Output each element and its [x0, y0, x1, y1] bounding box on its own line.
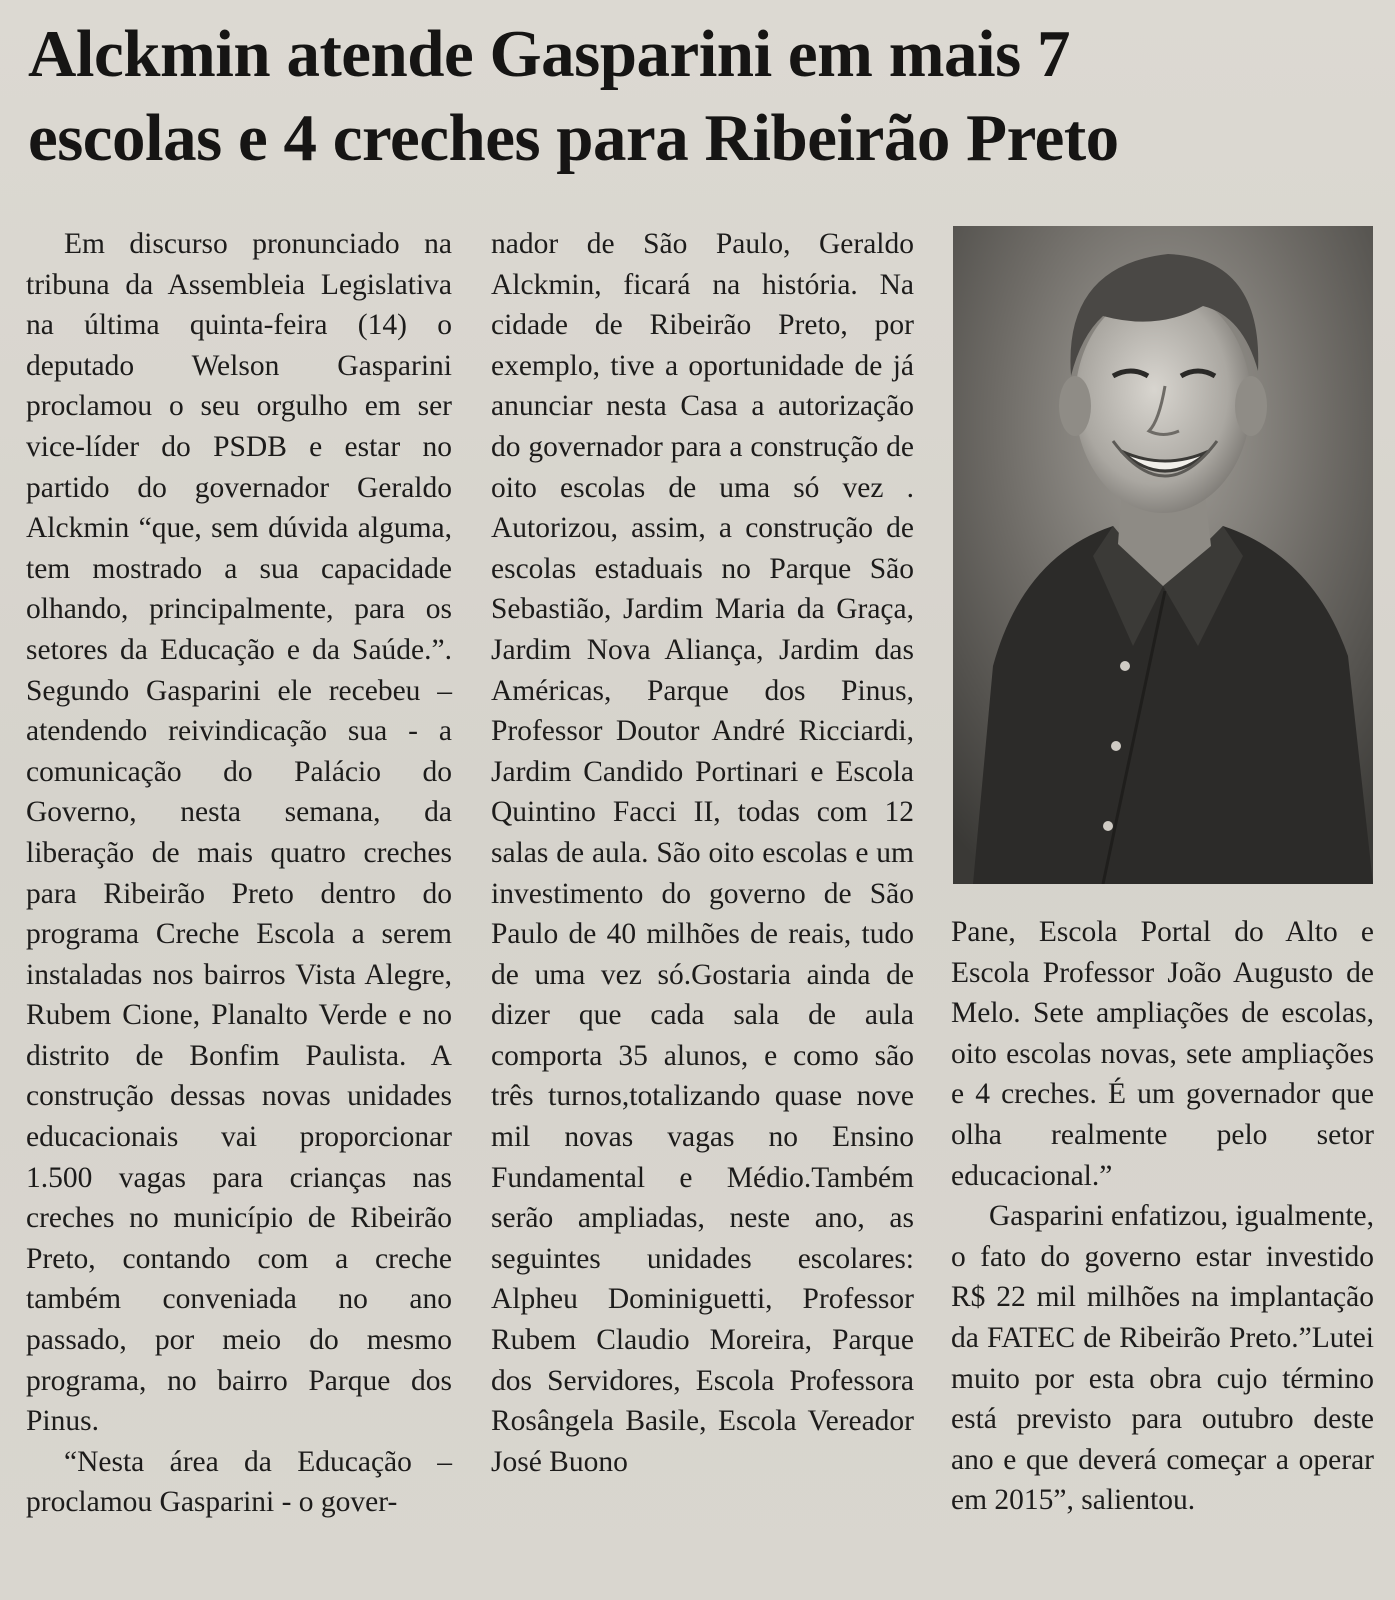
- paragraph: Pane, Escola Portal do Alto e Escola Professor João Augusto de Melo. Sete ampliações de escolas, oito escolas novas, sete ampliações e 4 creches. É um governador que olha realmente pelo setor educacional.”: [951, 916, 1374, 1192]
- portrait-illustration: [953, 226, 1373, 884]
- headline-line-1: Alckmin atende Gasparini em mais 7: [28, 17, 1070, 91]
- article-column-2: [491, 224, 914, 1482]
- paragraph: nador de São Paulo, Geraldo Alckmin, ficará na história. Na cidade de Ribeirão Preto, por exemplo, tive a oportunidade de já anunciar nesta Casa a autorização do governador para a construção de oito escolas de uma só vez . Autorizou, assim, a construção de escolas estaduais no Parque São Sebastião, Jardim Maria da Graça, Jardim Nova Aliança, Jardim das Américas, Parque dos Pinus, Professor Doutor André Ricciardi, Jardim Candido Portinari e Escola Quintino Facci II, todas com 12 salas de aula. São oito escolas e um investimento do governo de São Paulo de 40 milhões de reais, tudo de uma vez só.Gostaria ainda de dizer que cada sala de aula comporta 35 alunos, e como são três turnos,totalizando quase nove mil novas vagas no Ensino Fundamental e Médio.Também serão ampliadas, neste ano, as seguintes unidades escolares: Alpheu Dominiguetti, Professor Rubem Claudio Moreira, Parque dos Servidores, Escola Professora Rosângela Basile, Escola Vereador José Buono: [491, 228, 914, 1478]
- paragraph: Gasparini enfatizou, igualmente, o fato do governo estar investido R$ 22 mil milhões na implantação da FATEC de Ribeirão Preto.”Lutei muito por esta obra cujo término está previsto para outubro deste ano e que deverá começar a operar em 2015”, salientou.: [951, 1200, 1374, 1517]
- article-column-3: [951, 912, 1374, 1521]
- article-column-1: [26, 224, 452, 1523]
- portrait-photo: [953, 226, 1373, 884]
- headline-line-2: escolas e 4 creches para Ribeirão Preto: [28, 101, 1119, 175]
- paragraph: Em discurso pronunciado na tribuna da Assembleia Legislativa na última quinta-feira (14) o deputado Welson Gasparini proclamou o seu orgulho em ser vice-líder do PSDB e estar no partido do governador Geraldo Alckmin “que, sem dúvida alguma, tem mostrado a sua capacidade olhando, principalmente, para os setores da Educação e da Saúde.”. Segundo Gasparini ele recebeu – atendendo reivindicação sua - a comunicação do Palácio do Governo, nesta semana, da liberação de mais quatro creches para Ribeirão Preto dentro do programa Creche Escola a serem instaladas nos bairros Vista Alegre, Rubem Cione, Planalto Verde e no distrito de Bonfim Paulista. A construção dessas novas unidades educacionais vai proporcionar 1.500 vagas para crianças nas creches no município de Ribeirão Preto, contando com a creche também conveniada no ano passado, por meio do mesmo programa, no bairro Parque dos Pinus.: [26, 228, 452, 1438]
- headline: [28, 12, 1378, 180]
- paragraph: “Nesta área da Educação – proclamou Gasparini - o gover-: [26, 1445, 452, 1519]
